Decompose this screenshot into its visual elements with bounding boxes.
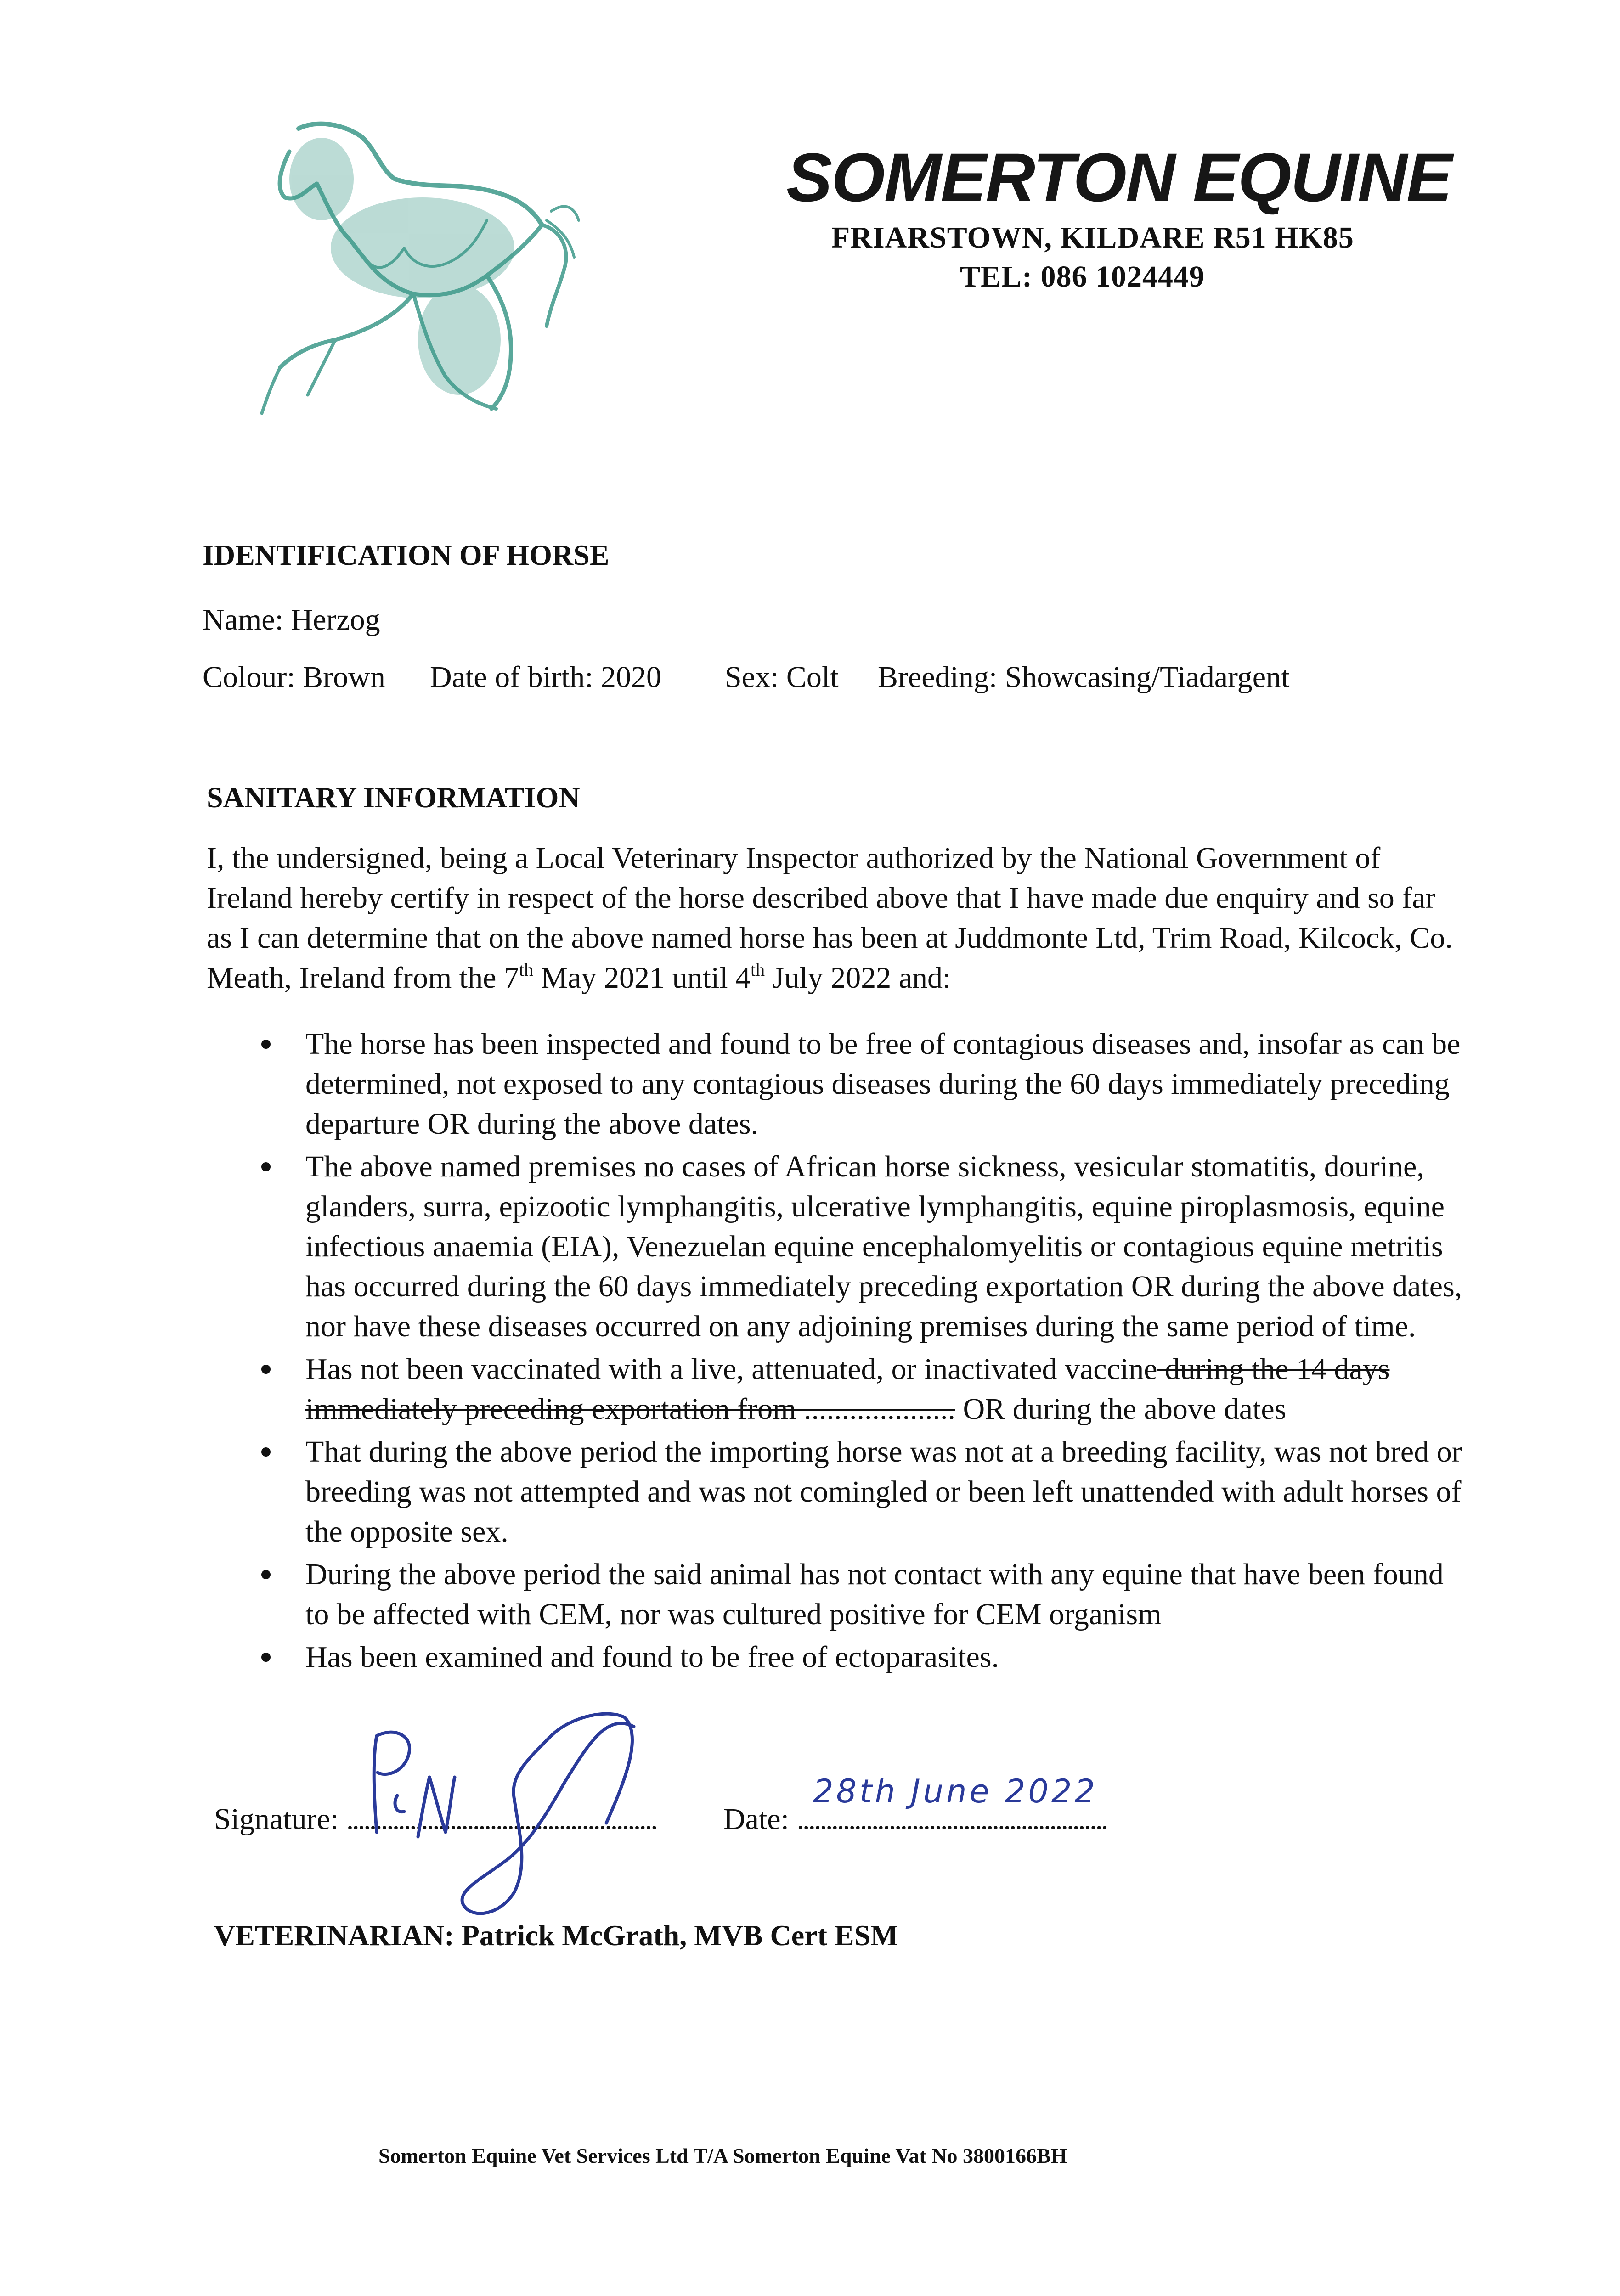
list-item-text: The horse has been inspected and found to be free of contagious diseases and, insofar as can be determined, not exposed to any contagious diseases during the 60 days immediately preceding departure OR during the above dates. xyxy=(305,1027,1461,1141)
list-item xyxy=(261,1024,1465,1144)
bullet-icon xyxy=(261,1162,271,1171)
identification-heading: IDENTIFICATION OF HORSE xyxy=(203,539,610,571)
signature-dots: ...................................................... xyxy=(346,1802,656,1836)
handwritten-date: 28th June 2022 xyxy=(813,1773,1098,1810)
list-item xyxy=(261,1349,1465,1429)
date-label: Date: xyxy=(723,1802,789,1836)
paragraph-text: May 2021 until 4 xyxy=(533,961,751,995)
handwritten-signature xyxy=(349,1708,671,1938)
list-item-text: Has been examined and found to be free of ectoparasites. xyxy=(305,1640,999,1674)
list-item xyxy=(261,1147,1465,1346)
list-item xyxy=(261,1637,1465,1677)
bullet-icon xyxy=(261,1040,271,1049)
list-item-text: During the above period the said animal has not contact with any equine that have been found to be affected with CEM, nor was cultured positive for CEM organism xyxy=(305,1558,1444,1631)
sanitary-heading: SANITARY INFORMATION xyxy=(207,781,580,814)
horse-name: Name: Herzog xyxy=(203,603,380,636)
bullet-icon xyxy=(261,1365,271,1374)
list-item xyxy=(261,1554,1465,1634)
list-item-text: Has not been vaccinated with a live, attenuated, or inactivated vaccine xyxy=(305,1352,1157,1386)
horse-breeding: Breeding: Showcasing/Tiadargent xyxy=(878,660,1290,694)
bullet-icon xyxy=(261,1653,271,1662)
list-item-text: That during the above period the importing horse was not at a breeding facility, was not bred or breeding was not attempted and was not comingled or been left unattended with adult horses of the opposite sex. xyxy=(305,1435,1462,1548)
list-item-text: OR during the above dates xyxy=(955,1392,1287,1426)
paragraph-text: July 2022 and: xyxy=(765,961,951,995)
horse-sex: Sex: Colt xyxy=(725,660,839,694)
certification-paragraph xyxy=(207,838,1465,998)
ordinal-suffix: th xyxy=(751,959,765,980)
ordinal-suffix: th xyxy=(519,959,534,980)
company-address: FRIARSTOWN, KILDARE R51 HK85 xyxy=(831,221,1354,254)
horse-logo-icon xyxy=(230,110,588,432)
struck-text: during the 14 days immediately preceding exportation from .................... xyxy=(305,1352,1390,1426)
list-item-text: The above named premises no cases of African horse sickness, vesicular stomatitis, dourine, glanders, surra, epizootic lymphangitis, ulcerative lymphangitis, equine piroplasmosis, equine infectious anaemia (EIA), Venezuelan equine encephalomyelitis or contagious equine metritis has occurred during the 60 days immediately preceding exportation OR during the above dates, nor have these diseases occurred on any adjoining premises during the same period of time. xyxy=(305,1150,1462,1343)
footer-company-info: Somerton Equine Vet Services Ltd T/A Somerton Equine Vat No 3800166BH xyxy=(378,2144,1067,2167)
bullet-icon xyxy=(261,1447,271,1457)
conditions-list xyxy=(261,1024,1465,1677)
date-dots: ...................................................... xyxy=(796,1802,1107,1836)
signature-label: Signature: xyxy=(214,1802,339,1836)
bullet-icon xyxy=(261,1570,271,1579)
veterinarian-name: VETERINARIAN: Patrick McGrath, MVB Cert ESM xyxy=(214,1919,898,1952)
company-telephone: TEL: 086 1024449 xyxy=(960,260,1205,293)
horse-colour: Colour: Brown xyxy=(203,660,385,694)
list-item xyxy=(261,1432,1465,1552)
company-name: SOMERTON EQUINE xyxy=(786,139,1452,216)
paragraph-text: I, the undersigned, being a Local Veterinary Inspector authorized by the National Government of Ireland hereby certify in respect of the horse described above that I have made due enquiry and so far as I can determine that on the above named horse has been at Juddmonte Ltd, Trim Road, Kilcock, Co. Meath, Ireland from the 7 xyxy=(207,841,1453,995)
horse-date-of-birth: Date of birth: 2020 xyxy=(430,660,662,694)
